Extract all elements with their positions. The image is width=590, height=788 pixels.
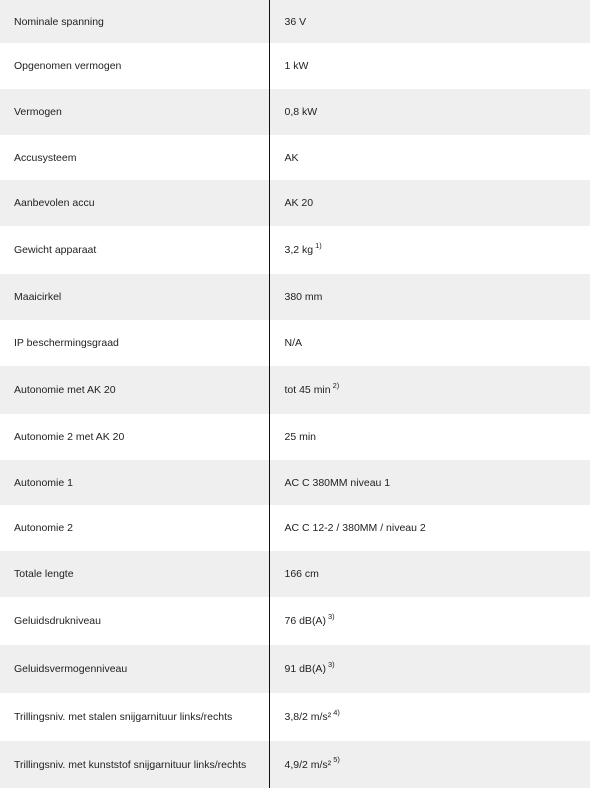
- table-row: [0, 320, 590, 366]
- spec-value-cell: [269, 320, 590, 366]
- table-row: [0, 0, 590, 43]
- spec-value: AK 20: [284, 197, 314, 209]
- table-row: [0, 505, 590, 551]
- table-row: [0, 180, 590, 226]
- table-row: [0, 645, 590, 693]
- spec-value: AC C 380MM niveau 1: [284, 476, 391, 489]
- spec-label: Autonomie 2 met AK 20: [0, 414, 269, 460]
- footnote-marker: 4): [333, 707, 340, 717]
- spec-label: Autonomie met AK 20: [0, 366, 269, 414]
- spec-value-cell: [269, 645, 590, 693]
- footnote-marker: 3): [327, 611, 335, 621]
- spec-value: AC C 12-2 / 380MM / niveau 2: [284, 522, 426, 534]
- footnote-marker: 3): [327, 659, 335, 669]
- spec-value: 3,2 kg: [284, 244, 314, 256]
- spec-value-cell: [269, 414, 590, 460]
- spec-value: 91 dB(A): [284, 663, 326, 675]
- spec-label: Autonomie 1: [0, 460, 269, 505]
- spec-value: 36 V: [284, 15, 307, 28]
- spec-value: 166 cm: [284, 568, 319, 580]
- spec-label: Maaicirkel: [0, 274, 269, 320]
- spec-label: Opgenomen vermogen: [0, 43, 269, 89]
- footnote-marker: 2): [332, 380, 340, 390]
- table-row: [0, 226, 590, 274]
- spec-label: Trillingsniv. met stalen snijgarnituur links/rechts: [0, 693, 269, 741]
- spec-label: IP beschermingsgraad: [0, 320, 269, 366]
- spec-value: 380 mm: [284, 291, 323, 303]
- spec-value: 0,8 kW: [284, 106, 318, 118]
- table-row: [0, 693, 590, 741]
- table-row: [0, 551, 590, 597]
- table-row: [0, 135, 590, 180]
- table-row: [0, 414, 590, 460]
- spec-value: N/A: [284, 337, 303, 349]
- spec-value: 3,8/2 m/s²: [284, 711, 332, 723]
- spec-label: Gewicht apparaat: [0, 226, 269, 274]
- spec-value: 1 kW: [284, 60, 309, 72]
- spec-value: 4,9/2 m/s²: [284, 758, 332, 771]
- table-row: [0, 366, 590, 414]
- spec-value: tot 45 min: [284, 384, 331, 396]
- table-row: [0, 274, 590, 320]
- spec-label: Geluidsvermogenniveau: [0, 645, 269, 693]
- table-row: [0, 597, 590, 645]
- spec-value-cell: [269, 226, 590, 274]
- spec-label: Accusysteem: [0, 135, 269, 180]
- spec-label: Geluidsdrukniveau: [0, 597, 269, 645]
- table-row: [0, 43, 590, 89]
- spec-label: Aanbevolen accu: [0, 180, 269, 226]
- spec-value-cell: [269, 180, 590, 226]
- spec-value-cell: [269, 741, 590, 788]
- spec-value-cell: [269, 460, 590, 505]
- spec-value-cell: [269, 597, 590, 645]
- table-row: [0, 741, 590, 788]
- spec-value-cell: [269, 551, 590, 597]
- spec-value-cell: [269, 693, 590, 741]
- spec-value-cell: [269, 366, 590, 414]
- table-row: [0, 89, 590, 135]
- spec-value-cell: [269, 0, 590, 43]
- spec-value: AK: [284, 151, 299, 164]
- spec-label: Autonomie 2: [0, 505, 269, 551]
- table-row: [0, 460, 590, 505]
- footnote-marker: 5): [333, 755, 340, 764]
- spec-label: Trillingsniv. met kunststof snijgarnituur links/rechts: [0, 741, 269, 788]
- spec-value-cell: [269, 89, 590, 135]
- spec-value-cell: [269, 505, 590, 551]
- spec-value: 25 min: [284, 431, 317, 443]
- spec-label: Nominale spanning: [0, 0, 269, 43]
- spec-label: Totale lengte: [0, 551, 269, 597]
- spec-value-cell: [269, 274, 590, 320]
- spec-label: Vermogen: [0, 89, 269, 135]
- footnote-marker: 1): [315, 240, 322, 250]
- spec-value-cell: [269, 135, 590, 180]
- spec-value: 76 dB(A): [284, 615, 326, 627]
- spec-value-cell: [269, 43, 590, 89]
